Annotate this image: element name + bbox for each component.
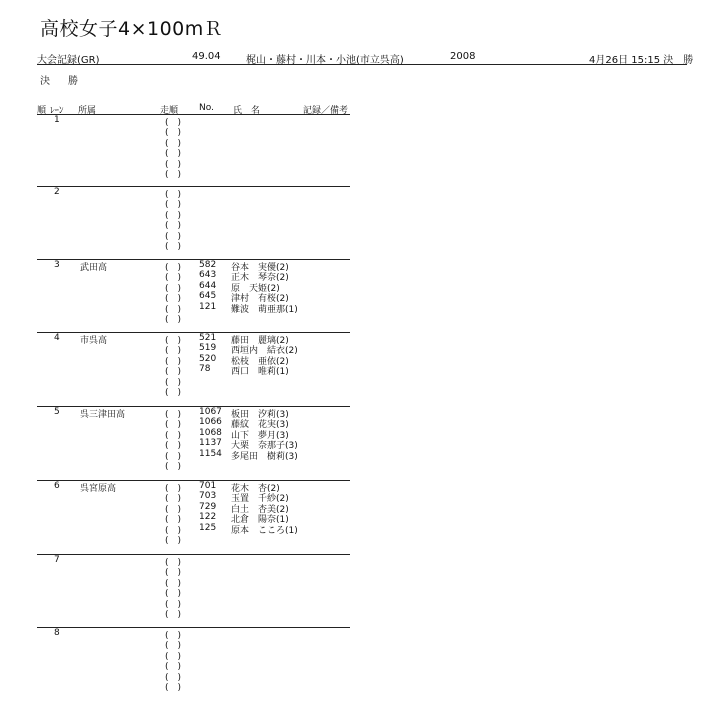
runner-number: 125 [199,522,217,533]
order-paren: ( ) [165,441,182,452]
lane-number: 8 [54,628,60,638]
runner-row [0,218,360,232]
heat-block [0,406,722,478]
runner-row [0,448,360,462]
runner-number: 78 [199,364,211,375]
runner-number: 643 [199,270,217,281]
order-paren: ( ) [165,242,182,252]
order-paren: ( ) [165,149,182,160]
runner-name: 原 天姫(2) [231,283,280,294]
order-paren: ( ) [165,683,182,693]
runner-row [0,197,360,211]
header-rank: 順 [37,106,47,116]
runner-name: 山下 夢月(3) [231,430,289,441]
order-paren: ( ) [165,170,182,180]
runner-row [0,229,360,242]
order-paren: ( ) [165,462,182,472]
order-paren: ( ) [165,631,182,641]
runner-number: 1137 [199,438,222,449]
order-paren: ( ) [165,558,182,568]
order-paren: ( ) [165,420,182,431]
runner-name: 津村 有桜(2) [231,294,289,305]
runner-row [0,270,360,284]
order-paren: ( ) [165,494,182,505]
runner-number: 122 [199,512,217,523]
order-paren: ( ) [165,484,182,494]
order-paren: ( ) [165,263,182,273]
order-paren: ( ) [165,578,182,589]
heat-block [0,332,722,404]
lane-number: 3 [54,260,60,270]
runner-row [0,291,360,305]
order-paren: ( ) [165,504,182,515]
lane-number: 4 [54,333,60,343]
lane-number: 2 [54,187,60,197]
runner-row [0,659,360,673]
runner-row [0,125,360,139]
order-paren: ( ) [165,568,182,579]
lane-number: 5 [54,407,60,417]
event-schedule: 4月26日 15:15 決 勝 [589,55,694,66]
record-label: 大会記録(GR) [37,55,100,66]
record-year: 2008 [450,51,476,62]
order-paren: ( ) [165,356,182,367]
heat-block [0,186,722,258]
record-time: 49.04 [192,51,221,62]
runner-row [0,136,360,149]
runner-row [0,427,360,441]
runner-row [0,481,360,494]
order-paren: ( ) [165,118,182,128]
team-name: 呉三津田高 [80,410,126,420]
runner-row [0,333,360,346]
order-paren: ( ) [165,610,182,620]
runner-row [0,459,360,472]
order-paren: ( ) [165,388,182,398]
order-paren: ( ) [165,346,182,357]
runner-row [0,501,360,515]
order-paren: ( ) [165,536,182,546]
runner-row [0,187,360,200]
order-paren: ( ) [165,377,182,388]
runner-row [0,638,360,652]
runner-name: 西口 唯莉(1) [231,367,289,378]
runner-row [0,417,360,431]
record-holders: 梶山・藤村・川本・小池(市立呉高) [246,55,404,66]
team-name: 呉宮原高 [80,484,117,494]
heat-block [0,114,722,186]
order-paren: ( ) [165,138,182,149]
order-paren: ( ) [165,159,182,170]
runner-row [0,491,360,505]
runner-row [0,364,360,378]
runner-row [0,438,360,452]
header-name: 氏 名 [233,106,261,116]
order-paren: ( ) [165,231,182,242]
runner-number: 1066 [199,417,222,428]
order-paren: ( ) [165,190,182,200]
runner-name: 藤紋 花実(3) [231,420,289,431]
runner-number: 521 [199,333,217,343]
runner-row [0,385,360,398]
lane-number: 6 [54,481,60,491]
runner-row [0,260,360,273]
runner-number: 1068 [199,427,222,438]
order-paren: ( ) [165,336,182,346]
runner-row [0,280,360,294]
record-divider [37,64,687,65]
runner-row [0,375,360,388]
runner-name: 北倉 陽奈(1) [231,515,289,526]
runner-row [0,115,360,128]
runner-name: 白土 杏美(2) [231,504,289,515]
runner-number: 703 [199,491,217,502]
order-paren: ( ) [165,221,182,232]
order-paren: ( ) [165,662,182,673]
runner-row [0,512,360,526]
order-paren: ( ) [165,410,182,420]
runner-name: 難波 萌亜那(1) [231,304,298,315]
order-paren: ( ) [165,273,182,284]
runner-row [0,565,360,579]
runner-number: 582 [199,260,217,270]
runner-number: 645 [199,291,217,302]
runner-row [0,146,360,160]
header-team: 所属 [78,106,97,116]
runner-row [0,312,360,325]
round-label: 決 勝 [40,76,82,87]
runner-name: 大栗 奈那子(3) [231,441,298,452]
header-result: 記録／備考 [303,106,349,116]
runner-name: 花木 杏(2) [231,484,280,494]
runner-name: 正木 琴奈(2) [231,273,289,284]
heat-block [0,554,722,626]
order-paren: ( ) [165,451,182,462]
runner-name: 玉置 千紗(2) [231,494,289,505]
runner-row [0,522,360,536]
order-paren: ( ) [165,128,182,139]
runner-number: 1067 [199,407,222,417]
runner-number: 644 [199,280,217,291]
order-paren: ( ) [165,651,182,662]
team-name: 武田高 [80,263,108,273]
runner-name: 板田 汐莉(3) [231,410,289,420]
order-paren: ( ) [165,283,182,294]
runner-row [0,576,360,589]
order-paren: ( ) [165,367,182,378]
order-paren: ( ) [165,589,182,600]
header-lane: ﾚｰﾝ [50,106,64,116]
page-title: 高校女子4×100mＲ [40,18,224,40]
runner-number: 121 [199,301,217,312]
order-paren: ( ) [165,525,182,536]
runner-row [0,353,360,367]
runner-name: 原本 こころ(1) [231,525,298,536]
order-paren: ( ) [165,430,182,441]
runner-number: 729 [199,501,217,512]
runner-row [0,670,360,683]
runner-row [0,167,360,180]
runner-row [0,301,360,315]
runner-name: 藤田 麗璃(2) [231,336,289,346]
runner-number: 701 [199,481,217,491]
heat-block [0,480,722,552]
runner-name: 松枝 亜依(2) [231,356,289,367]
runner-number: 519 [199,343,217,354]
order-paren: ( ) [165,641,182,652]
runner-row [0,628,360,641]
order-paren: ( ) [165,315,182,325]
order-paren: ( ) [165,304,182,315]
runner-name: 西垣内 結衣(2) [231,346,298,357]
order-paren: ( ) [165,200,182,211]
runner-row [0,680,360,693]
order-paren: ( ) [165,210,182,221]
runner-row [0,208,360,221]
heat-block [0,259,722,331]
order-paren: ( ) [165,294,182,305]
order-paren: ( ) [165,515,182,526]
runner-row [0,157,360,170]
heat-block [0,627,722,699]
runner-row [0,407,360,420]
runner-row [0,343,360,357]
order-paren: ( ) [165,599,182,610]
header-order: 走順 [160,106,179,116]
runner-row [0,586,360,600]
order-paren: ( ) [165,672,182,683]
runner-row [0,239,360,252]
runner-row [0,555,360,568]
runner-number: 1154 [199,448,222,459]
header-number: No. [199,103,214,113]
lane-number: 1 [54,115,60,125]
team-name: 市呉高 [80,336,108,346]
runner-row [0,649,360,662]
runner-row [0,533,360,546]
runner-number: 520 [199,353,217,364]
runner-row [0,597,360,610]
lane-number: 7 [54,555,60,565]
runner-row [0,607,360,620]
runner-name: 谷本 実優(2) [231,263,289,273]
runner-name: 多尾田 樹莉(3) [231,451,298,462]
